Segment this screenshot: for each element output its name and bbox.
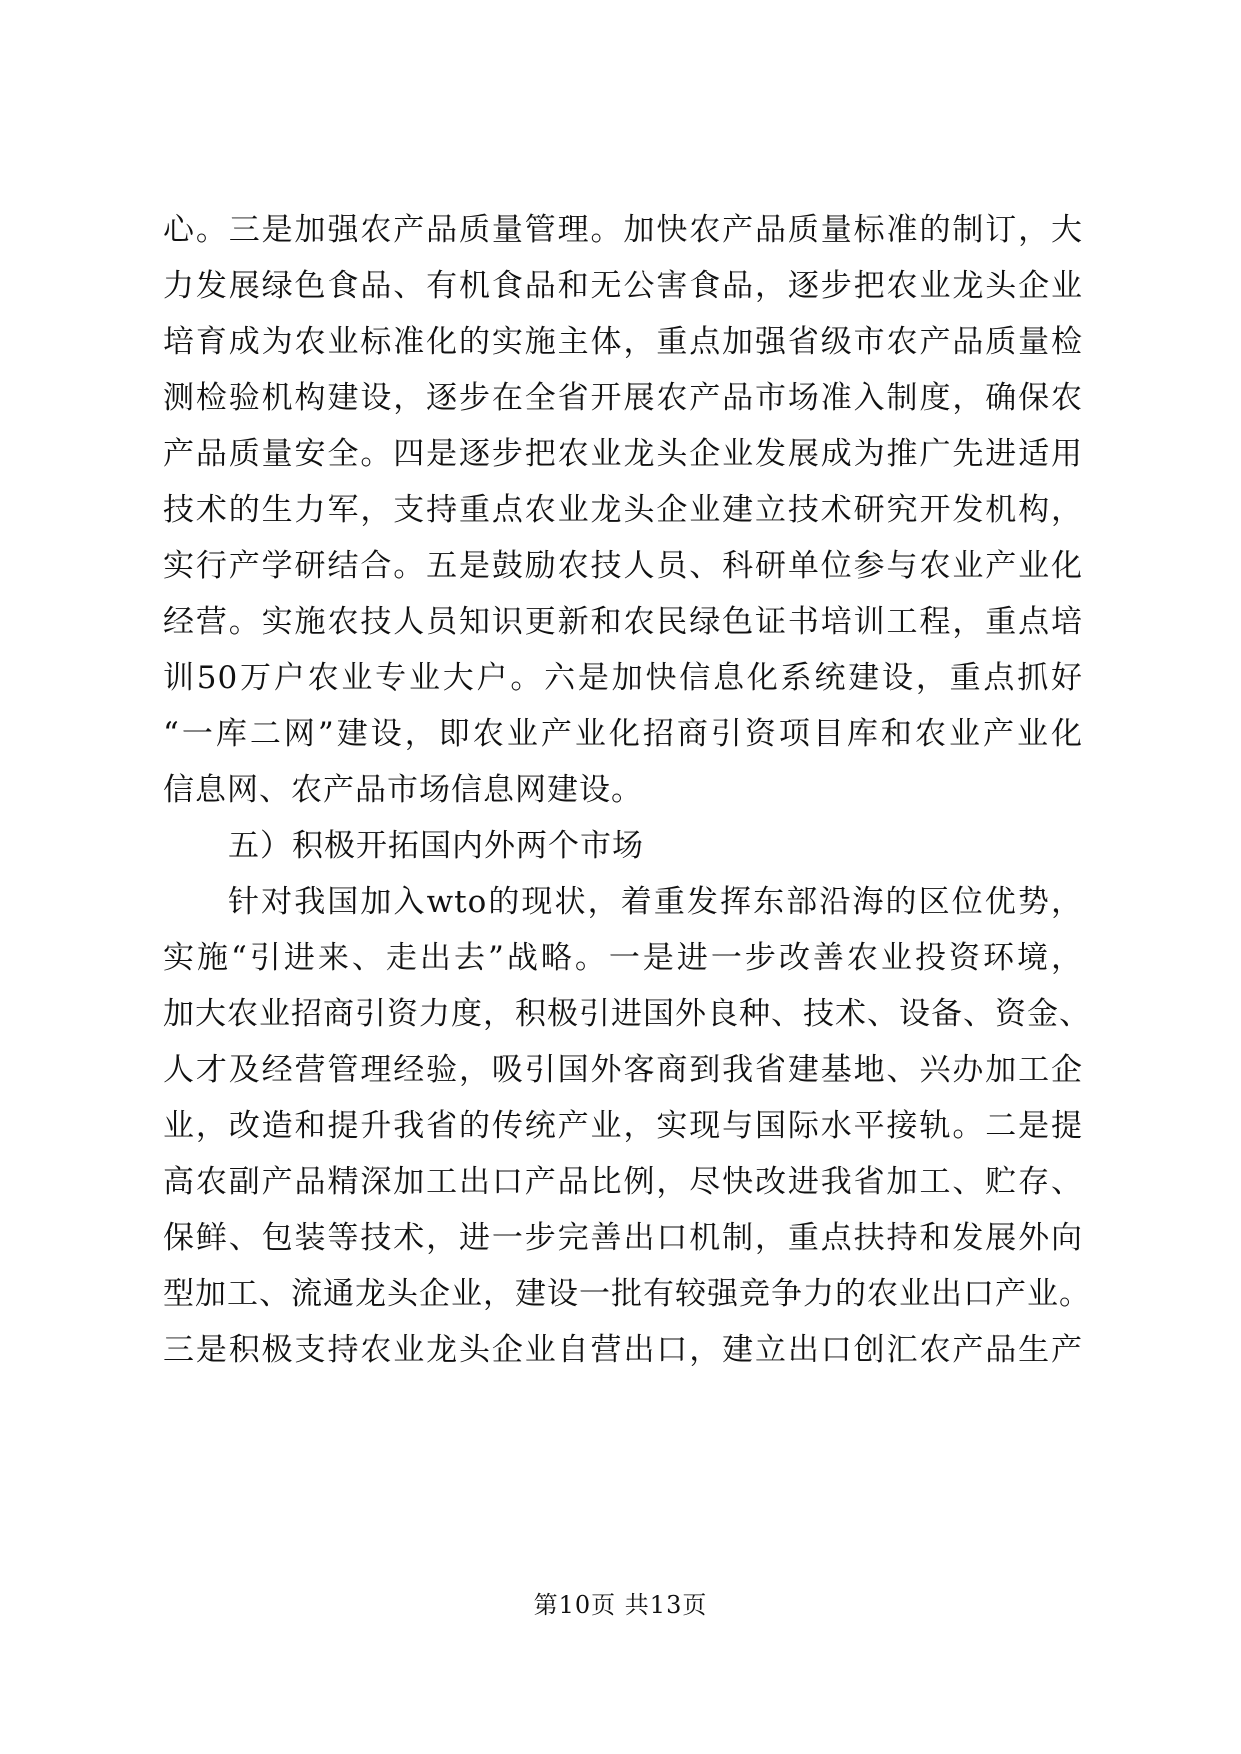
text-line: 三是积极支持农业龙头企业自营出口，建立出口创汇农产品生产 — [163, 1332, 1083, 1368]
text-line: 型加工、流通龙头企业，建设一批有较强竞争力的农业出口产业。 — [163, 1276, 1091, 1312]
paragraph-last-line: 信息网、农产品市场信息网建设。 — [163, 772, 643, 808]
text-line: 力发展绿色食品、有机食品和无公害食品，逐步把农业龙头企业 — [163, 268, 1083, 304]
text-line: “一库二网”建设，即农业产业化招商引资项目库和农业产业化 — [163, 716, 1083, 752]
page-number-footer: 第10页 共13页 — [533, 1591, 708, 1619]
text-line: 加大农业招商引资力度，积极引进国外良种、技术、设备、资金、 — [163, 996, 1091, 1032]
section-heading: 五）积极开拓国内外两个市场 — [228, 828, 644, 864]
text-line: 业，改造和提升我省的传统产业，实现与国际水平接轨。二是提 — [163, 1108, 1083, 1144]
text-line: 培育成为农业标准化的实施主体，重点加强省级市农产品质量检 — [163, 324, 1083, 360]
text-line: 经营。实施农技人员知识更新和农民绿色证书培训工程，重点培 — [163, 604, 1083, 640]
text-line: 测检验机构建设，逐步在全省开展农产品市场准入制度，确保农 — [163, 380, 1083, 416]
text-line: 保鲜、包装等技术，进一步完善出口机制，重点扶持和发展外向 — [163, 1220, 1083, 1256]
text-line: 技术的生力军，支持重点农业龙头企业建立技术研究开发机构， — [163, 492, 1083, 528]
text-line: 心。三是加强农产品质量管理。加快农产品质量标准的制订，大 — [163, 212, 1083, 248]
text-line: 高农副产品精深加工出口产品比例，尽快改进我省加工、贮存、 — [163, 1164, 1083, 1200]
text-line: 实施“引进来、走出去”战略。一是进一步改善农业投资环境， — [163, 940, 1083, 976]
text-line: 人才及经营管理经验，吸引国外客商到我省建基地、兴办加工企 — [163, 1052, 1083, 1088]
text-line: 训50万户农业专业大户。六是加快信息化系统建设，重点抓好 — [163, 660, 1083, 696]
paragraph-first-line: 针对我国加入wto的现状，着重发挥东部沿海的区位优势， — [228, 884, 1083, 920]
text-line: 产品质量安全。四是逐步把农业龙头企业发展成为推广先进适用 — [163, 436, 1083, 472]
text-line: 实行产学研结合。五是鼓励农技人员、科研单位参与农业产业化 — [163, 548, 1083, 584]
